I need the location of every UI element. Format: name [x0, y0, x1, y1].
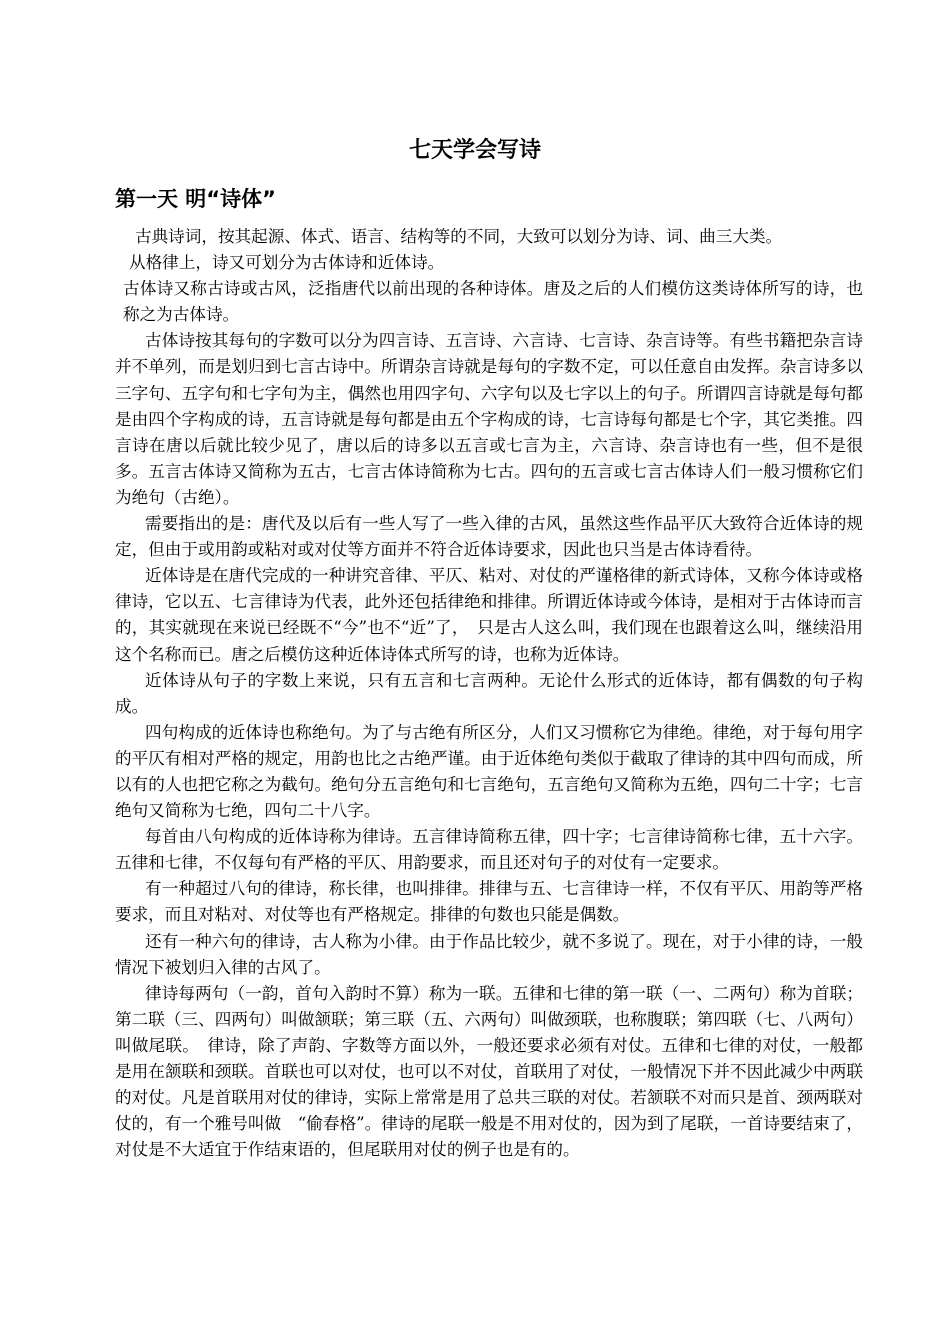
paragraph: 古典诗词，按其起源、体式、语言、结构等的不同，大致可以划分为诗、词、曲三大类。	[135, 227, 783, 246]
paragraph: 还有一种六句的律诗，古人称为小律。由于作品比较少，就不多说了。现在，对于小律的诗，一般情况下被划归入律的古风了。	[115, 931, 863, 977]
paragraph: 古体诗又称古诗或古风，泛指唐代以前出现的各种诗体。唐及之后的人们模仿这类诗体所写的诗，也称之为古体诗。	[123, 279, 863, 325]
paragraph: 四句构成的近体诗也称绝句。为了与古绝有所区分，人们又习惯称它为律绝。律绝，对于每句用字的平仄有相对严格的规定，用韵也比之古绝严谨。由于近体绝句类似于截取了律诗的其中四句而成，所以有的人也把它称之为截句。绝句分五言绝句和七言绝句，五言绝句又简称为五绝，四句二十字；七言绝句又简称为七绝，四句二十八字。	[115, 722, 863, 821]
section-title: 第一天 明“诗体”	[115, 187, 276, 211]
paragraph: 近体诗从句子的字数上来说，只有五言和七言两种。无论什么形式的近体诗，都有偶数的句子构成。	[115, 670, 863, 716]
paragraph: 每首由八句构成的近体诗称为律诗。五言律诗简称五律，四十字；七言律诗简称七律，五十六字。五律和七律，不仅每句有严格的平仄、用韵要求，而且还对句子的对仗有一定要求。	[115, 827, 863, 873]
page-title: 七天学会写诗	[408, 138, 541, 163]
paragraph: 有一种超过八句的律诗，称长律，也叫排律。排律与五、七言律诗一样，不仅有平仄、用韵等严格要求，而且对粘对、对仗等也有严格规定。排律的句数也只能是偶数。	[115, 879, 863, 925]
body-text	[115, 224, 863, 1163]
paragraph: 从格律上，诗又可划分为古体诗和近体诗。	[129, 253, 445, 273]
paragraph: 需要指出的是：唐代及以后有一些人写了一些入律的古风，虽然这些作品平仄大致符合近体诗的规定，但由于或用韵或粘对或对仗等方面并不符合近体诗要求，因此也只当是古体诗看待。	[115, 514, 863, 560]
paragraph: 古体诗按其每句的字数可以分为四言诗、五言诗、六言诗、七言诗、杂言诗等。有些书籍把杂言诗并不单列，而是划归到七言古诗中。所谓杂言诗就是每句的字数不定，可以任意自由发挥。杂言诗多以三字句、五字句和七字句为主，偶然也用四字句、六字句以及七字以上的句子。所谓四言诗就是每句都是由四个字构成的诗，五言诗就是每句都是由五个字构成的诗，七言诗每句都是七个字，其它类推。四言诗在唐以后就比较少见了，唐以后的诗多以五言或七言为主，六言诗、杂言诗也有一些，但不是很多。五言古体诗又简称为五古，七言古体诗简称为七古。四句的五言或七言古体诗人们一般习惯称它们为绝句（古绝）。	[115, 331, 863, 507]
paragraph: 近体诗是在唐代完成的一种讲究音律、平仄、粘对、对仗的严谨格律的新式诗体，又称今体诗或格律诗，它以五、七言律诗为代表，此外还包括律绝和排律。所谓近体诗或今体诗，是相对于古体诗而言的，其实就现在来说已经既不“今”也不“近”了， 只是古人这么叫，我们现在也跟着这么叫，继续沿用这个名称而已。唐之后模仿这种近体诗体式所写的诗，也称为近体诗。	[115, 566, 863, 664]
paragraph: 律诗每两句（一韵，首句入韵时不算）称为一联。五律和七律的第一联（一、二两句）称为首联；第二联（三、四两句）叫做颔联；第三联（五、六两句）叫做颈联，也称腹联；第四联（七、八两句）叫做尾联。 律诗，除了声韵、字数等方面以外，一般还要求必须有对仗。五律和七律的对仗，一般都是用在颔联和颈联。首联也可以对仗，也可以不对仗，首联用了对仗，一般情况下并不因此减少中两联的对仗。凡是首联用对仗的律诗，实际上常常是用了总共三联的对仗。若颔联不对而只是首、颈两联对仗的，有一个雅号叫做 “偷春格”。律诗的尾联一般是不用对仗的，因为到了尾联，一首诗要结束了，对仗是不大适宜于作结束语的，但尾联用对仗的例子也是有的。	[115, 983, 863, 1160]
